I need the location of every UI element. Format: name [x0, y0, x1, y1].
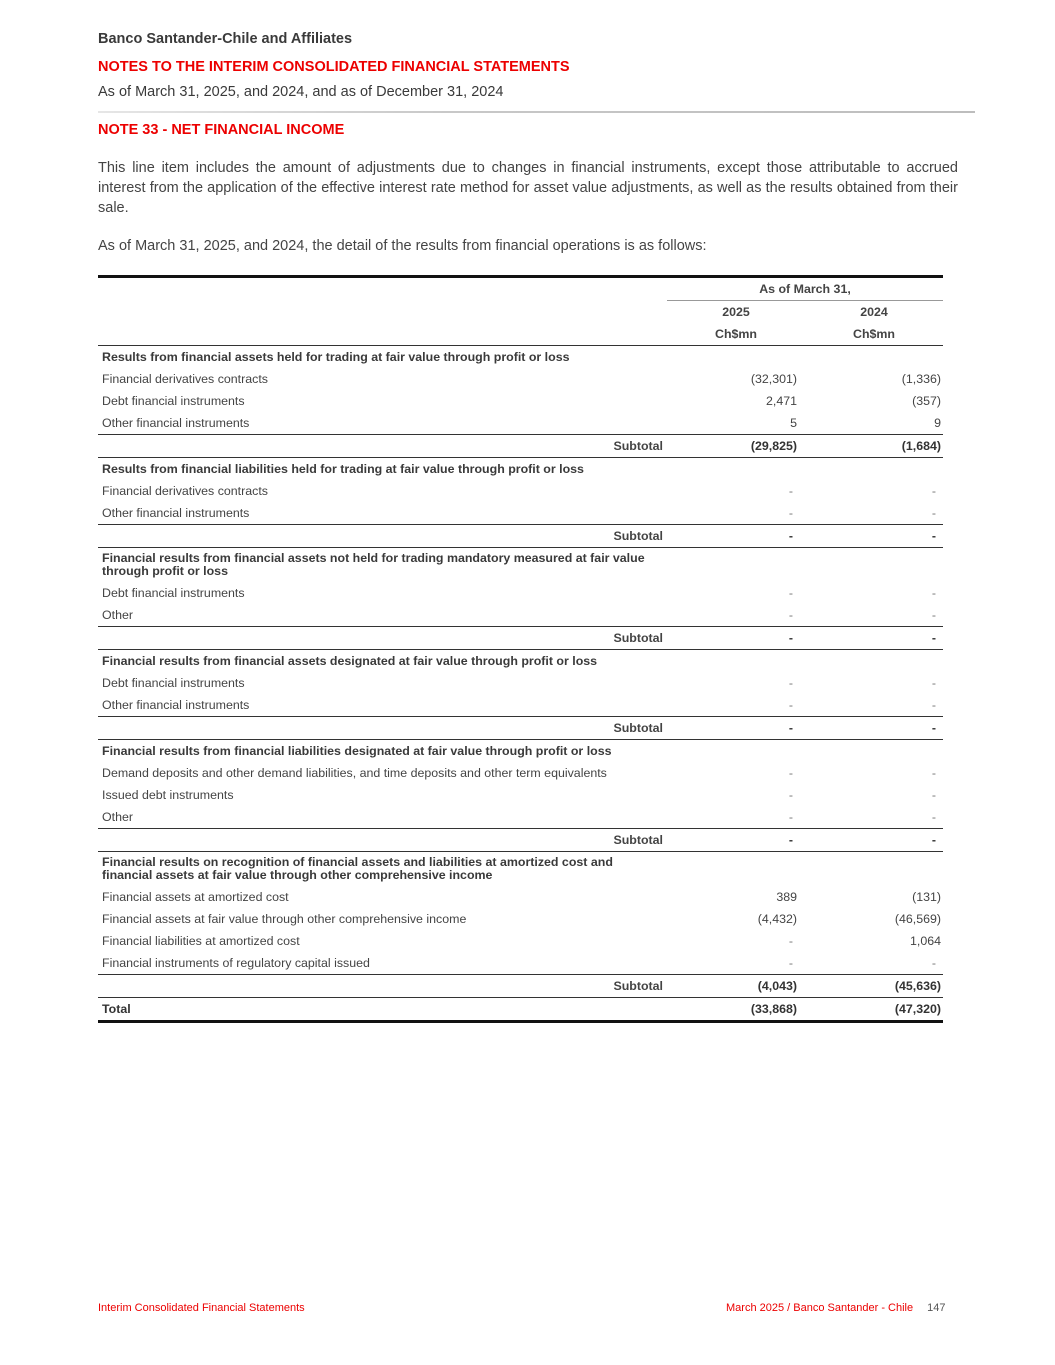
empty-cell: [805, 548, 943, 583]
value-2025: -: [788, 484, 793, 498]
row-label: Financial derivatives contracts: [102, 372, 268, 386]
value-2024: (357): [912, 394, 941, 408]
column-unit-2025: Ch$mn: [667, 323, 805, 346]
subtotal-2025: -: [667, 717, 805, 740]
subtotal-row: [98, 975, 943, 998]
subtotal-2024: -: [805, 829, 943, 852]
section-header-row: [98, 650, 943, 673]
empty-cell: [667, 852, 805, 887]
subtotal-row: [98, 627, 943, 650]
value-2025: 5: [790, 416, 797, 430]
value-2024: 9: [934, 416, 941, 430]
value-2024: -: [931, 676, 936, 690]
value-2024: -: [931, 788, 936, 802]
empty-cell: [805, 458, 943, 481]
subtotal-row: [98, 829, 943, 852]
footer-right: [726, 1302, 945, 1314]
table-row: [98, 582, 943, 604]
table-row: [98, 368, 943, 390]
net-financial-income-table: [98, 275, 943, 1023]
row-label: Other financial instruments: [102, 416, 250, 430]
header-blank: [98, 323, 667, 346]
value-2025: -: [788, 766, 793, 780]
value-2024: -: [931, 956, 936, 970]
table-row: [98, 930, 943, 952]
subtotal-2025: -: [667, 829, 805, 852]
table-row: [98, 806, 943, 829]
section-title: Financial results on recognition of financial assets and liabilities at amortized cost and financial assets at fair value through other comprehensive income: [102, 855, 613, 882]
empty-cell: [805, 852, 943, 887]
value-2025: -: [788, 934, 793, 948]
empty-cell: [805, 740, 943, 763]
empty-cell: [667, 650, 805, 673]
empty-cell: [667, 346, 805, 369]
section-header-row: [98, 458, 943, 481]
row-label: Financial assets at fair value through other comprehensive income: [102, 912, 467, 926]
footer-document-name: Interim Consolidated Financial Statements: [98, 1302, 305, 1314]
subtotal-2024: (1,684): [805, 435, 943, 458]
table-row: [98, 412, 943, 435]
row-label: Debt financial instruments: [102, 586, 245, 600]
section-title: Results from financial liabilities held for trading at fair value through profit or loss: [102, 462, 584, 476]
value-2024: (1,336): [901, 372, 941, 386]
subtotal-2024: -: [805, 525, 943, 548]
header-blank: [98, 301, 667, 324]
total-label: Total: [98, 998, 667, 1022]
total-row: [98, 998, 943, 1022]
row-label: Debt financial instruments: [102, 676, 245, 690]
value-2024: (46,569): [894, 912, 941, 926]
subtotal-2025: -: [667, 627, 805, 650]
row-label: Financial liabilities at amortized cost: [102, 934, 300, 948]
table-row: [98, 694, 943, 717]
row-label: Other: [102, 608, 133, 622]
subtotal-row: [98, 525, 943, 548]
value-2024: -: [931, 484, 936, 498]
table-row: [98, 604, 943, 627]
total-2024: (47,320): [805, 998, 943, 1022]
table-row: [98, 390, 943, 412]
subtotal-row: [98, 717, 943, 740]
section-header-row: [98, 852, 943, 887]
empty-cell: [667, 548, 805, 583]
subtotal-label: Subtotal: [98, 435, 667, 458]
company-name: Banco Santander-Chile and Affiliates: [98, 31, 353, 47]
value-2024: -: [931, 766, 936, 780]
subtotal-label: Subtotal: [98, 717, 667, 740]
table-row: [98, 784, 943, 806]
footer-period-bank: March 2025 / Banco Santander - Chile: [726, 1302, 914, 1314]
total-2025: (33,868): [667, 998, 805, 1022]
row-label: Financial derivatives contracts: [102, 484, 268, 498]
section-header-row: [98, 740, 943, 763]
subtotal-2025: (4,043): [667, 975, 805, 998]
subtotal-label: Subtotal: [98, 525, 667, 548]
header-blank: [98, 277, 667, 301]
value-2025: -: [788, 788, 793, 802]
table-row: [98, 502, 943, 525]
value-2024: -: [931, 608, 936, 622]
empty-cell: [805, 650, 943, 673]
page-number: 147: [927, 1302, 946, 1314]
value-2025: 2,471: [765, 394, 797, 408]
section-title: Results from financial assets held for trading at fair value through profit or loss: [102, 350, 570, 364]
value-2025: 389: [776, 890, 797, 904]
value-2025: -: [788, 956, 793, 970]
value-2025: -: [788, 810, 793, 824]
section-title: Financial results from financial assets not held for trading mandatory measured at fair value through profit or loss: [102, 551, 645, 578]
value-2024: -: [931, 698, 936, 712]
table-row: [98, 952, 943, 975]
empty-cell: [667, 458, 805, 481]
value-2024: -: [931, 810, 936, 824]
section-header-row: [98, 548, 943, 583]
detail-paragraph: As of March 31, 2025, and 2024, the detail of the results from financial operations is as follows:: [98, 238, 707, 254]
value-2025: -: [788, 586, 793, 600]
row-label: Financial assets at amortized cost: [102, 890, 289, 904]
column-unit-2024: Ch$mn: [805, 323, 943, 346]
subtotal-label: Subtotal: [98, 627, 667, 650]
subtotal-2024: (45,636): [805, 975, 943, 998]
section-title: Financial results from financial assets designated at fair value through profit or loss: [102, 654, 598, 668]
table-row: [98, 908, 943, 930]
value-2024: (131): [912, 890, 941, 904]
intro-paragraph: This line item includes the amount of adjustments due to changes in financial instruments, except those attributable to accrued interest from the application of the effective interest rate method for asset value adjustments, as well as the results obtained from their sale.: [98, 160, 958, 216]
column-group-header: As of March 31,: [667, 277, 943, 301]
subtotal-2025: (29,825): [667, 435, 805, 458]
section-title: Financial results from financial liabilities designated at fair value through profit or loss: [102, 744, 612, 758]
table-row: [98, 886, 943, 908]
row-label: Other: [102, 810, 133, 824]
value-2025: (4,432): [757, 912, 797, 926]
value-2024: 1,064: [909, 934, 941, 948]
value-2024: -: [931, 586, 936, 600]
column-year-2024: 2024: [860, 305, 888, 319]
row-label: Other financial instruments: [102, 506, 250, 520]
column-year-2025: 2025: [722, 305, 750, 319]
notes-title: NOTES TO THE INTERIM CONSOLIDATED FINANCIAL STATEMENTS: [98, 59, 570, 75]
section-header-row: [98, 346, 943, 369]
row-label: Other financial instruments: [102, 698, 250, 712]
empty-cell: [805, 346, 943, 369]
note-title: NOTE 33 - NET FINANCIAL INCOME: [98, 122, 345, 138]
value-2024: -: [931, 506, 936, 520]
table-row: [98, 672, 943, 694]
subtotal-2024: -: [805, 627, 943, 650]
table-row: [98, 762, 943, 784]
row-label: Debt financial instruments: [102, 394, 245, 408]
date-line: As of March 31, 2025, and 2024, and as of December 31, 2024: [98, 84, 504, 100]
subtotal-label: Subtotal: [98, 829, 667, 852]
value-2025: -: [788, 698, 793, 712]
row-label: Financial instruments of regulatory capital issued: [102, 956, 370, 970]
row-label: Issued debt instruments: [102, 788, 234, 802]
subtotal-label: Subtotal: [98, 975, 667, 998]
subtotal-row: [98, 435, 943, 458]
value-2025: -: [788, 506, 793, 520]
table-row: [98, 480, 943, 502]
empty-cell: [667, 740, 805, 763]
value-2025: -: [788, 676, 793, 690]
row-label: Demand deposits and other demand liabilities, and time deposits and other term equivalents: [102, 766, 607, 780]
value-2025: (32,301): [750, 372, 797, 386]
subtotal-2025: -: [667, 525, 805, 548]
header-divider: [98, 111, 975, 113]
subtotal-2024: -: [805, 717, 943, 740]
value-2025: -: [788, 608, 793, 622]
